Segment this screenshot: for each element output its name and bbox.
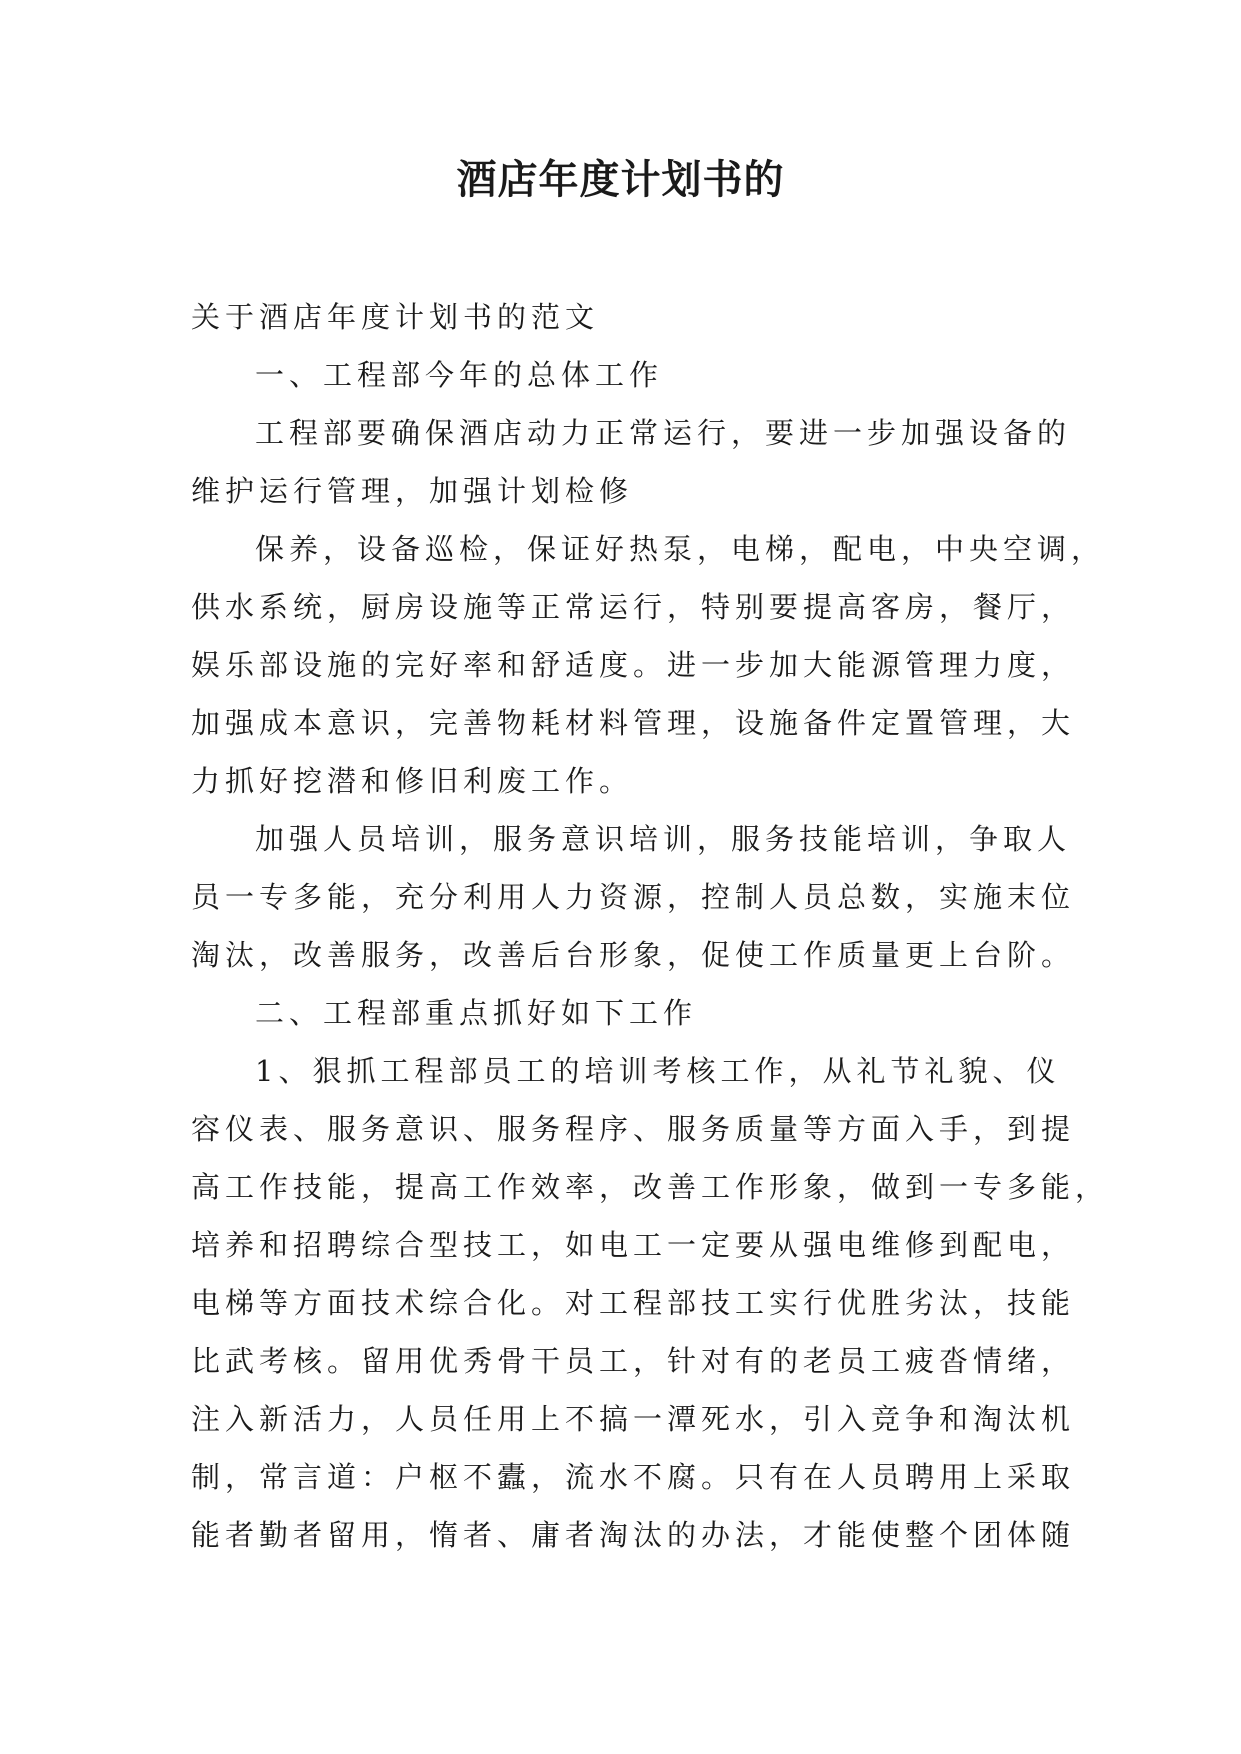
- text-line: 能者勤者留用，惰者、庸者淘汰的办法，才能使整个团体随: [191, 1518, 1076, 1552]
- text-line: 保养，设备巡检，保证好热泵，电梯，配电，中央空调，: [255, 532, 1106, 566]
- text-line: 工程部要确保酒店动力正常运行，要进一步加强设备的: [255, 416, 1072, 450]
- section-heading: 二、工程部重点抓好如下工作: [255, 996, 698, 1030]
- text-line: 培养和招聘综合型技工，如电工一定要从强电维修到配电，: [191, 1228, 1076, 1262]
- section-heading: 一、工程部今年的总体工作: [255, 358, 664, 392]
- text-line: 电梯等方面技术综合化。对工程部技工实行优胜劣汰，技能: [191, 1286, 1076, 1320]
- text-line: 供水系统，厨房设施等正常运行，特别要提高客房，餐厅，: [191, 590, 1076, 624]
- text-line: 高工作技能，提高工作效率，改善工作形象，做到一专多能，: [191, 1170, 1110, 1204]
- text-line: 容仪表、服务意识、服务程序、服务质量等方面入手，到提: [191, 1112, 1076, 1146]
- text-line: 关于酒店年度计划书的范文: [191, 300, 600, 334]
- text-line: 力抓好挖潜和修旧利废工作。: [191, 764, 634, 798]
- text-line: 娱乐部设施的完好率和舒适度。进一步加大能源管理力度，: [191, 648, 1076, 682]
- text-line: 比武考核。留用优秀骨干员工，针对有的老员工疲沓情绪，: [191, 1344, 1076, 1378]
- text-line: 维护运行管理，加强计划检修: [191, 474, 634, 508]
- text-line: 制，常言道：户枢不蠹，流水不腐。只有在人员聘用上采取: [191, 1460, 1076, 1494]
- text-line: 1、狠抓工程部员工的培训考核工作，从礼节礼貌、仪: [255, 1054, 1061, 1088]
- text-line: 注入新活力，人员任用上不搞一潭死水，引入竞争和淘汰机: [191, 1402, 1076, 1436]
- text-line: 员一专多能，充分利用人力资源，控制人员总数，实施末位: [191, 880, 1076, 914]
- text-line: 加强成本意识，完善物耗材料管理，设施备件定置管理，大: [191, 706, 1076, 740]
- text-line: 淘汰，改善服务，改善后台形象，促使工作质量更上台阶。: [191, 938, 1076, 972]
- document-title: 酒店年度计划书的: [456, 156, 785, 203]
- text-line: 加强人员培训，服务意识培训，服务技能培训，争取人: [255, 822, 1072, 856]
- document-body: [191, 288, 1110, 1564]
